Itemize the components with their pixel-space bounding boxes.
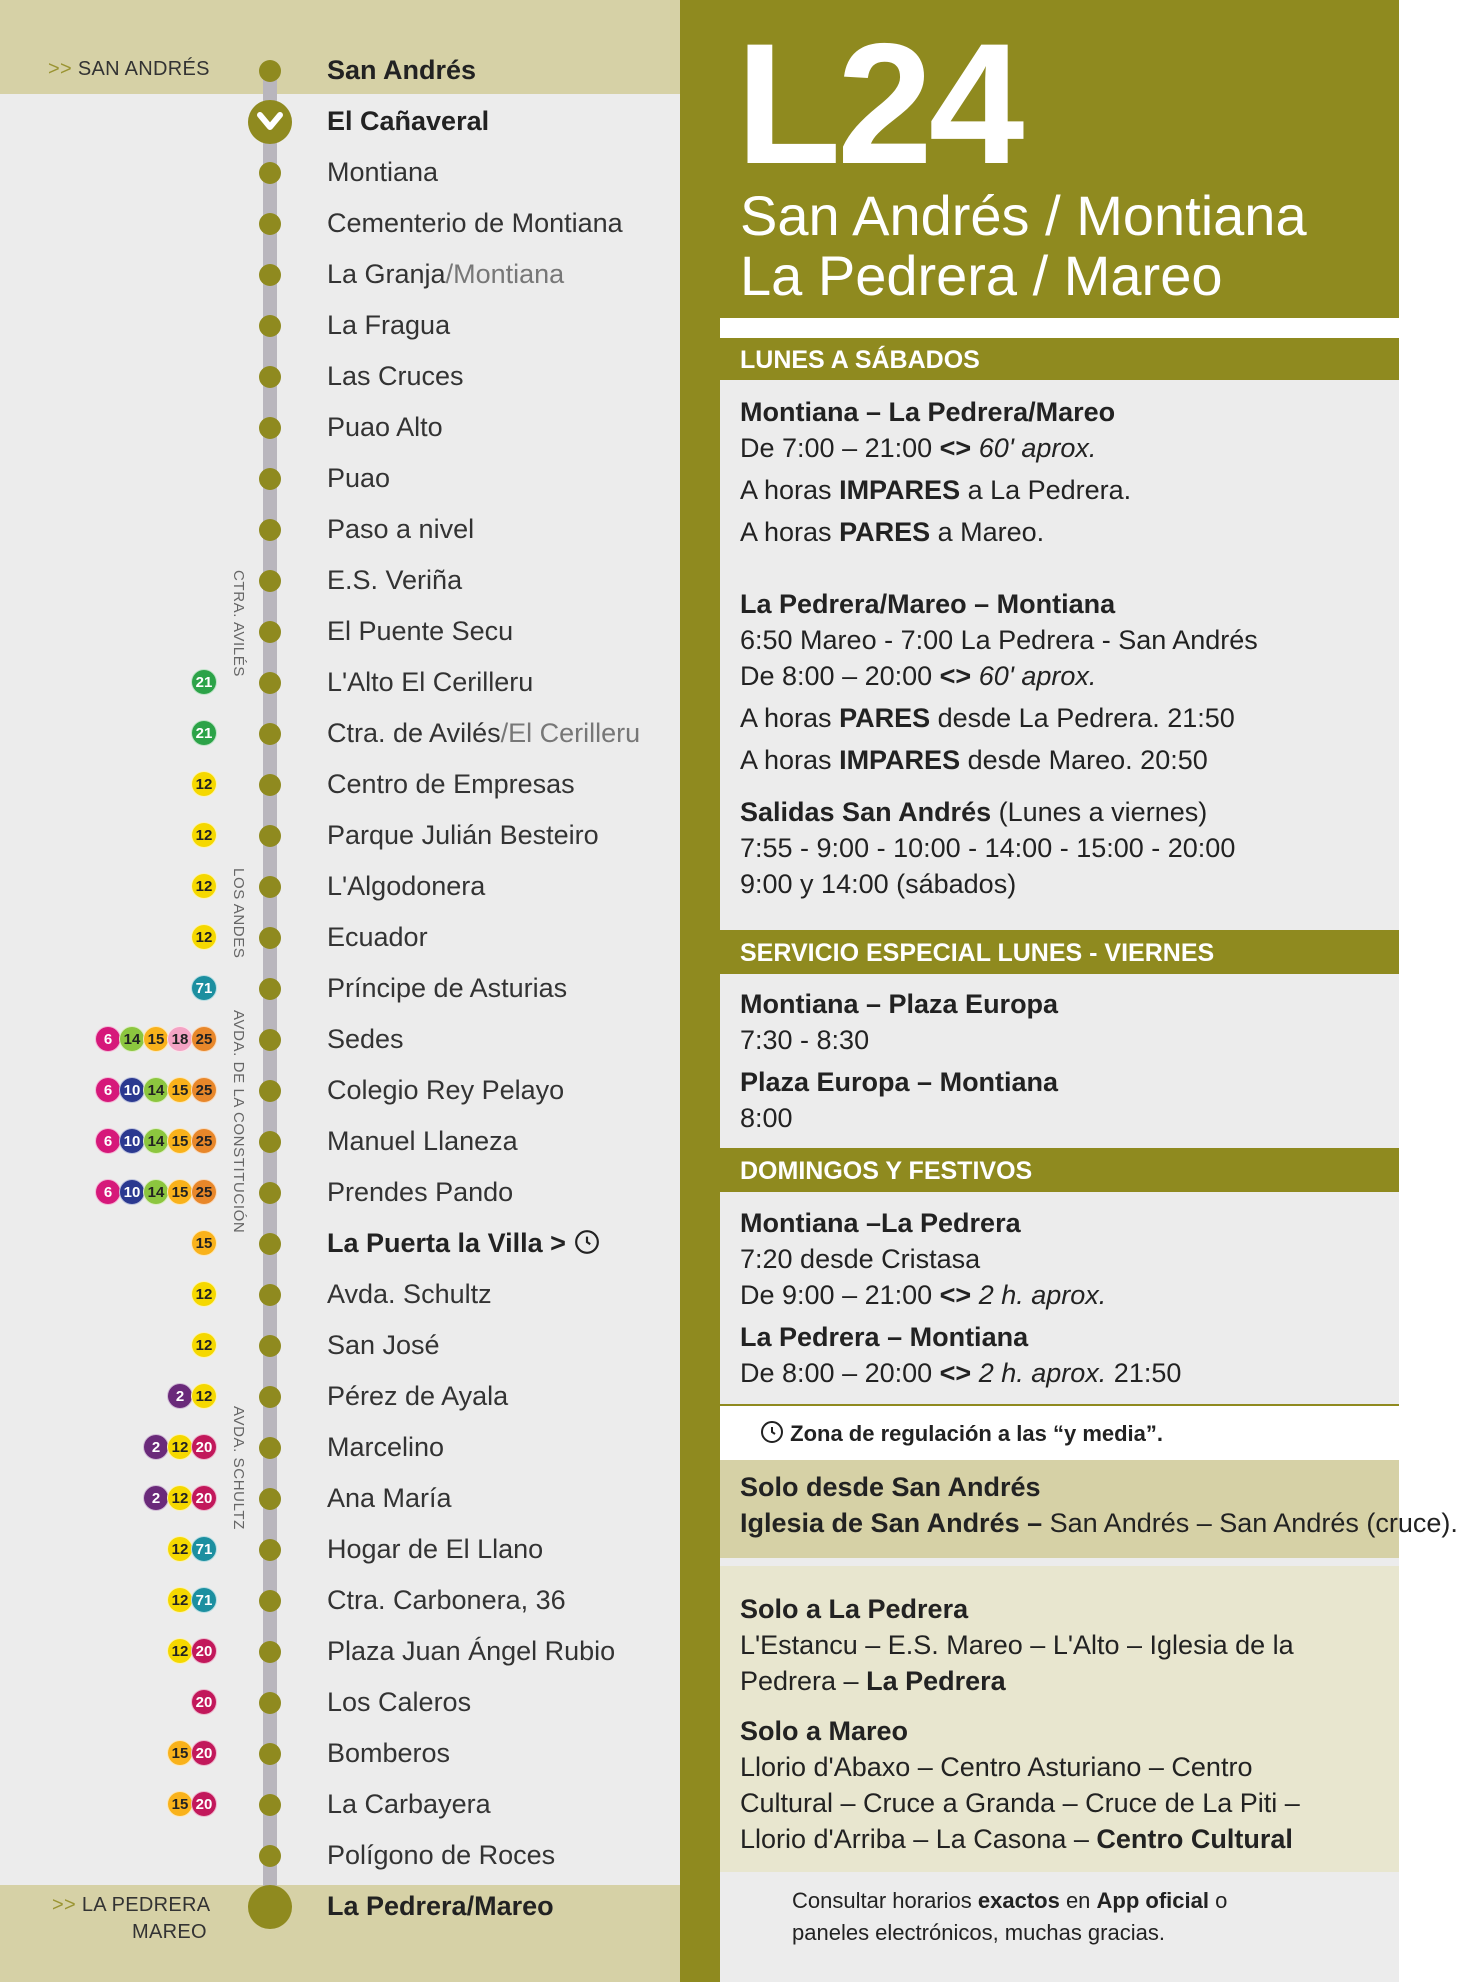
stop-name: Ctra. de Avilés/El Cerilleru xyxy=(327,718,641,748)
stop-dot-icon xyxy=(259,1590,281,1612)
mareo-only-stops-2: Cultural – Cruce a Granda – Cruce de La Piti – xyxy=(740,1788,1300,1818)
stop-dot-icon xyxy=(259,1284,281,1306)
stop-dot-icon xyxy=(259,366,281,388)
clock-icon xyxy=(574,1229,600,1262)
line-badge-14: 14 xyxy=(143,1179,169,1205)
stop-dot-icon xyxy=(259,162,281,184)
connection-badges xyxy=(97,1128,217,1154)
connection-badges xyxy=(97,1026,217,1052)
timetable-column xyxy=(680,0,1458,1982)
stop-dot-icon xyxy=(259,519,281,541)
line-badge-12: 12 xyxy=(191,771,217,797)
weekday-route-b-title: La Pedrera/Mareo – Montiana xyxy=(740,589,1116,619)
line-badge-14: 14 xyxy=(143,1128,169,1154)
stop-row xyxy=(0,1065,680,1116)
stop-dot-icon xyxy=(259,978,281,1000)
stop-name: Manuel Llaneza xyxy=(327,1126,518,1156)
line-badge-15: 15 xyxy=(191,1230,217,1256)
weekday-section-title: LUNES A SÁBADOS xyxy=(740,346,980,374)
stop-row xyxy=(0,759,680,810)
line-code: L24 xyxy=(736,8,1021,200)
route-title-line-1: San Andrés / Montiana xyxy=(740,184,1307,247)
stop-row xyxy=(0,1167,680,1218)
stop-dot-icon xyxy=(259,264,281,286)
stop-row xyxy=(0,708,680,759)
stop-name: Prendes Pando xyxy=(327,1177,514,1207)
stop-dot-icon xyxy=(259,1488,281,1510)
stop-row xyxy=(0,453,680,504)
stop-dot-icon xyxy=(259,468,281,490)
stop-row xyxy=(0,45,680,96)
origin-terminal-label: >> SAN ANDRÉS xyxy=(48,58,210,80)
route-title-line-2: La Pedrera / Mareo xyxy=(740,244,1223,307)
stop-dot-icon xyxy=(259,60,281,82)
weekday-route-a-odd: A horas IMPARES a La Pedrera. xyxy=(740,475,1132,505)
line-badge-25: 25 xyxy=(191,1128,217,1154)
weekday-section-header xyxy=(720,338,1399,380)
connection-badges xyxy=(193,1689,217,1715)
pedrera-only-stops-1: L'Estancu – E.S. Mareo – L'Alto – Iglesia de la xyxy=(740,1630,1294,1660)
connection-badges xyxy=(193,1332,217,1358)
san-andres-only-title: Solo desde San Andrés xyxy=(740,1472,1041,1502)
line-badge-12: 12 xyxy=(191,822,217,848)
line-badge-25: 25 xyxy=(191,1026,217,1052)
line-badge-2: 2 xyxy=(143,1485,169,1511)
special-service-title: SERVICIO ESPECIAL LUNES - VIERNES xyxy=(740,939,1215,967)
stop-row xyxy=(0,351,680,402)
stop-row xyxy=(0,300,680,351)
stop-name: Hogar de El Llano xyxy=(327,1534,544,1564)
stop-row xyxy=(0,1830,680,1881)
connection-badges xyxy=(193,771,217,797)
stop-name: San José xyxy=(327,1330,440,1360)
stop-dot-icon xyxy=(259,1794,281,1816)
connection-badges xyxy=(193,1281,217,1307)
stop-row xyxy=(0,504,680,555)
connection-badges xyxy=(169,1536,217,1562)
stop-name: Paso a nivel xyxy=(327,514,475,544)
stop-row xyxy=(0,1473,680,1524)
stop-name: El Cañaveral xyxy=(327,106,490,136)
weekday-route-b-odd: A horas IMPARES desde Mareo. 20:50 xyxy=(740,745,1208,775)
weekday-route-a-even: A horas PARES a Mareo. xyxy=(740,517,1045,547)
sunday-route-a-range: De 9:00 – 21:00 <> 2 h. aprox. xyxy=(740,1280,1107,1310)
stop-name: Bomberos xyxy=(327,1738,451,1768)
line-badge-10: 10 xyxy=(119,1077,145,1103)
line-badge-12: 12 xyxy=(167,1638,193,1664)
line-badge-71: 71 xyxy=(191,1587,217,1613)
sunday-section-title: DOMINGOS Y FESTIVOS xyxy=(740,1157,1033,1185)
san-andres-departures-weekdays: 7:55 - 9:00 - 10:00 - 14:00 - 15:00 - 20:00 xyxy=(740,833,1236,863)
stop-row xyxy=(0,810,680,861)
sunday-route-b-range: De 8:00 – 20:00 <> 2 h. aprox. 21:50 xyxy=(740,1358,1182,1388)
special-route-a-title: Montiana – Plaza Europa xyxy=(740,989,1059,1019)
stop-row xyxy=(0,963,680,1014)
regulation-zone-text: Zona de regulación a las “y media”. xyxy=(752,1420,1163,1447)
destination-terminal-label-2: MAREO xyxy=(132,1921,207,1943)
stop-row xyxy=(0,402,680,453)
line-badge-20: 20 xyxy=(191,1689,217,1715)
line-badge-12: 12 xyxy=(167,1587,193,1613)
connection-badges xyxy=(193,1230,217,1256)
line-badge-6: 6 xyxy=(95,1128,121,1154)
stop-row xyxy=(0,1422,680,1473)
stop-row xyxy=(0,1116,680,1167)
stop-dot-icon xyxy=(259,1131,281,1153)
stop-dot-icon xyxy=(259,876,281,898)
weekday-route-b-range: De 8:00 – 20:00 <> 60' aprox. xyxy=(740,661,1097,691)
stop-dot-icon xyxy=(259,1335,281,1357)
stop-name: Las Cruces xyxy=(327,361,464,391)
line-badge-14: 14 xyxy=(143,1077,169,1103)
stop-row xyxy=(0,96,680,147)
line-badge-20: 20 xyxy=(191,1740,217,1766)
line-badge-15: 15 xyxy=(167,1740,193,1766)
connection-badges xyxy=(193,975,217,1001)
stop-name: Polígono de Roces xyxy=(327,1840,556,1870)
connection-badges xyxy=(193,669,217,695)
line-badge-12: 12 xyxy=(167,1485,193,1511)
line-badge-6: 6 xyxy=(95,1179,121,1205)
stop-name: Sedes xyxy=(327,1024,404,1054)
stop-dot-icon xyxy=(259,927,281,949)
connection-badges xyxy=(169,1383,217,1409)
stop-name: Puao xyxy=(327,463,391,493)
line-badge-12: 12 xyxy=(191,924,217,950)
footer-note-2: paneles electrónicos, muchas gracias. xyxy=(792,1920,1165,1945)
stop-row xyxy=(0,198,680,249)
stop-name: Ana María xyxy=(327,1483,452,1513)
pedrera-only-title: Solo a La Pedrera xyxy=(740,1594,969,1624)
line-badge-20: 20 xyxy=(191,1638,217,1664)
connection-badges xyxy=(145,1485,217,1511)
stop-name: L'Alto El Cerilleru xyxy=(327,667,534,697)
stop-name: Colegio Rey Pelayo xyxy=(327,1075,565,1105)
stop-row xyxy=(0,1371,680,1422)
special-service-header xyxy=(720,930,1399,974)
special-route-a-times: 7:30 - 8:30 xyxy=(740,1025,870,1055)
connection-badges xyxy=(169,1638,217,1664)
stop-name: Plaza Juan Ángel Rubio xyxy=(327,1636,616,1666)
stop-dot-icon xyxy=(259,315,281,337)
line-badge-12: 12 xyxy=(191,1281,217,1307)
stop-dot-icon xyxy=(259,774,281,796)
stop-name: La Granja/Montiana xyxy=(327,259,565,289)
line-badge-21: 21 xyxy=(191,669,217,695)
stop-name: Puao Alto xyxy=(327,412,443,442)
line-badge-2: 2 xyxy=(143,1434,169,1460)
stop-name: La Carbayera xyxy=(327,1789,491,1819)
mareo-only-title: Solo a Mareo xyxy=(740,1716,909,1746)
special-route-b-title: Plaza Europa – Montiana xyxy=(740,1067,1059,1097)
line-badge-6: 6 xyxy=(95,1077,121,1103)
stop-row xyxy=(0,861,680,912)
footer-note-1: Consultar horarios exactos en App oficial o xyxy=(792,1888,1228,1913)
line-badge-25: 25 xyxy=(191,1077,217,1103)
connection-badges xyxy=(97,1077,217,1103)
weekday-route-b-even: A horas PARES desde La Pedrera. 21:50 xyxy=(740,703,1235,733)
stop-name: Ctra. Carbonera, 36 xyxy=(327,1585,566,1615)
stop-name: Cementerio de Montiana xyxy=(327,208,623,238)
stop-dot-icon xyxy=(259,1233,281,1255)
stop-row xyxy=(0,147,680,198)
stop-name: Príncipe de Asturias xyxy=(327,973,568,1003)
stop-name: La Pedrera/Mareo xyxy=(327,1891,554,1921)
san-andres-only-stops: Iglesia de San Andrés – San Andrés – San Andrés (cruce). xyxy=(740,1508,1458,1538)
stop-dot-icon xyxy=(259,570,281,592)
line-badge-21: 21 xyxy=(191,720,217,746)
line-badge-15: 15 xyxy=(167,1077,193,1103)
stop-row xyxy=(0,1779,680,1830)
stop-row xyxy=(0,1320,680,1371)
stop-dot-icon xyxy=(259,1692,281,1714)
sunday-route-a-first: 7:20 desde Cristasa xyxy=(740,1244,981,1274)
stop-name: San Andrés xyxy=(327,55,477,85)
stop-dot-icon xyxy=(259,213,281,235)
connection-badges xyxy=(97,1179,217,1205)
line-badge-12: 12 xyxy=(191,873,217,899)
separator xyxy=(720,1558,1399,1566)
street-label-andes: LOS ANDES xyxy=(230,868,247,959)
stop-name: Avda. Schultz xyxy=(327,1279,492,1309)
stop-name: Montiana xyxy=(327,157,439,187)
stop-dot-icon xyxy=(259,1539,281,1561)
line-badge-10: 10 xyxy=(119,1128,145,1154)
stop-dot-icon xyxy=(259,1386,281,1408)
stop-row xyxy=(0,657,680,708)
line-badge-15: 15 xyxy=(143,1026,169,1052)
stop-row xyxy=(0,1218,680,1269)
clock-icon xyxy=(760,1420,784,1444)
stop-name: Pérez de Ayala xyxy=(327,1381,509,1411)
line-badge-2: 2 xyxy=(167,1383,193,1409)
stop-row xyxy=(0,1728,680,1779)
line-badge-18: 18 xyxy=(167,1026,193,1052)
stop-dot-icon xyxy=(259,672,281,694)
stop-row xyxy=(0,249,680,300)
street-label-avles: CTRA. AVILÉS xyxy=(230,570,247,677)
connection-badges xyxy=(193,873,217,899)
stop-row xyxy=(0,1575,680,1626)
stop-dot-icon xyxy=(259,825,281,847)
stop-dot-icon xyxy=(259,1641,281,1663)
connection-badges xyxy=(193,924,217,950)
sunday-route-b-title: La Pedrera – Montiana xyxy=(740,1322,1029,1352)
san-andres-departures-title: Salidas San Andrés (Lunes a viernes) xyxy=(740,797,1208,827)
stop-dot-icon xyxy=(259,1029,281,1051)
stop-name: E.S. Veriña xyxy=(327,565,463,595)
connection-badges xyxy=(193,822,217,848)
stop-row xyxy=(0,1677,680,1728)
connection-badges xyxy=(169,1791,217,1817)
line-badge-12: 12 xyxy=(191,1332,217,1358)
line-badge-14: 14 xyxy=(119,1026,145,1052)
stop-row xyxy=(0,606,680,657)
stop-name: La Fragua xyxy=(327,310,451,340)
stop-name: Centro de Empresas xyxy=(327,769,575,799)
street-label-schultz: AVDA. SCHULTZ xyxy=(230,1406,247,1530)
connection-badges xyxy=(193,720,217,746)
line-badge-15: 15 xyxy=(167,1128,193,1154)
weekday-route-b-first: 6:50 Mareo - 7:00 La Pedrera - San Andrés xyxy=(740,625,1258,655)
stop-row xyxy=(0,1014,680,1065)
stop-name: El Puente Secu xyxy=(327,616,514,646)
stop-name: Parque Julián Besteiro xyxy=(327,820,599,850)
route-stops-column xyxy=(0,0,680,1982)
mareo-only-stops-1: Llorio d'Abaxo – Centro Asturiano – Centro xyxy=(740,1752,1253,1782)
stop-row xyxy=(0,912,680,963)
weekday-route-a-range: De 7:00 – 21:00 <> 60' aprox. xyxy=(740,433,1097,463)
stop-dot-icon xyxy=(259,621,281,643)
stop-row xyxy=(0,555,680,606)
stop-row xyxy=(0,1524,680,1575)
stop-name: L'Algodonera xyxy=(327,871,486,901)
line-badge-15: 15 xyxy=(167,1179,193,1205)
connection-badges xyxy=(169,1587,217,1613)
stop-dot-icon xyxy=(259,1182,281,1204)
mareo-only-stops-3: Llorio d'Arriba – La Casona – Centro Cultural xyxy=(740,1824,1293,1854)
connection-badges xyxy=(169,1740,217,1766)
stop-dot-icon xyxy=(259,417,281,439)
destination-terminal-label: >> LA PEDRERA xyxy=(52,1894,211,1916)
stop-row xyxy=(0,1626,680,1677)
stop-name: Los Caleros xyxy=(327,1687,472,1717)
connection-badges xyxy=(145,1434,217,1460)
stop-dot-icon xyxy=(248,1885,292,1929)
line-badge-15: 15 xyxy=(167,1791,193,1817)
stop-row xyxy=(0,1269,680,1320)
stop-dot-icon xyxy=(259,723,281,745)
stop-dot-icon xyxy=(259,1080,281,1102)
sunday-route-a-title: Montiana –La Pedrera xyxy=(740,1208,1021,1238)
line-badge-12: 12 xyxy=(167,1434,193,1460)
line-badge-71: 71 xyxy=(191,975,217,1001)
special-route-b-times: 8:00 xyxy=(740,1103,793,1133)
line-badge-71: 71 xyxy=(191,1536,217,1562)
line-badge-25: 25 xyxy=(191,1179,217,1205)
stop-row xyxy=(0,1881,680,1932)
stop-name: Marcelino xyxy=(327,1432,445,1462)
street-label-constitucion: AVDA. DE LA CONSTITUCIÓN xyxy=(230,1010,247,1234)
stop-name: Ecuador xyxy=(327,922,428,952)
line-badge-12: 12 xyxy=(191,1383,217,1409)
line-badge-20: 20 xyxy=(191,1434,217,1460)
line-badge-20: 20 xyxy=(191,1791,217,1817)
line-badge-12: 12 xyxy=(167,1536,193,1562)
line-badge-6: 6 xyxy=(95,1026,121,1052)
stop-dot-icon xyxy=(259,1743,281,1765)
stop-dot-icon xyxy=(259,1845,281,1867)
line-badge-20: 20 xyxy=(191,1485,217,1511)
sunday-section-header xyxy=(720,1148,1399,1192)
weekday-route-a-title: Montiana – La Pedrera/Mareo xyxy=(740,397,1116,427)
stop-name: La Puerta la Villa > xyxy=(327,1228,600,1262)
pedrera-only-stops-2: Pedrera – La Pedrera xyxy=(740,1666,1006,1696)
direction-arrow-icon xyxy=(248,100,292,144)
san-andres-departures-saturdays: 9:00 y 14:00 (sábados) xyxy=(740,869,1017,899)
stop-dot-icon xyxy=(259,1437,281,1459)
line-badge-10: 10 xyxy=(119,1179,145,1205)
